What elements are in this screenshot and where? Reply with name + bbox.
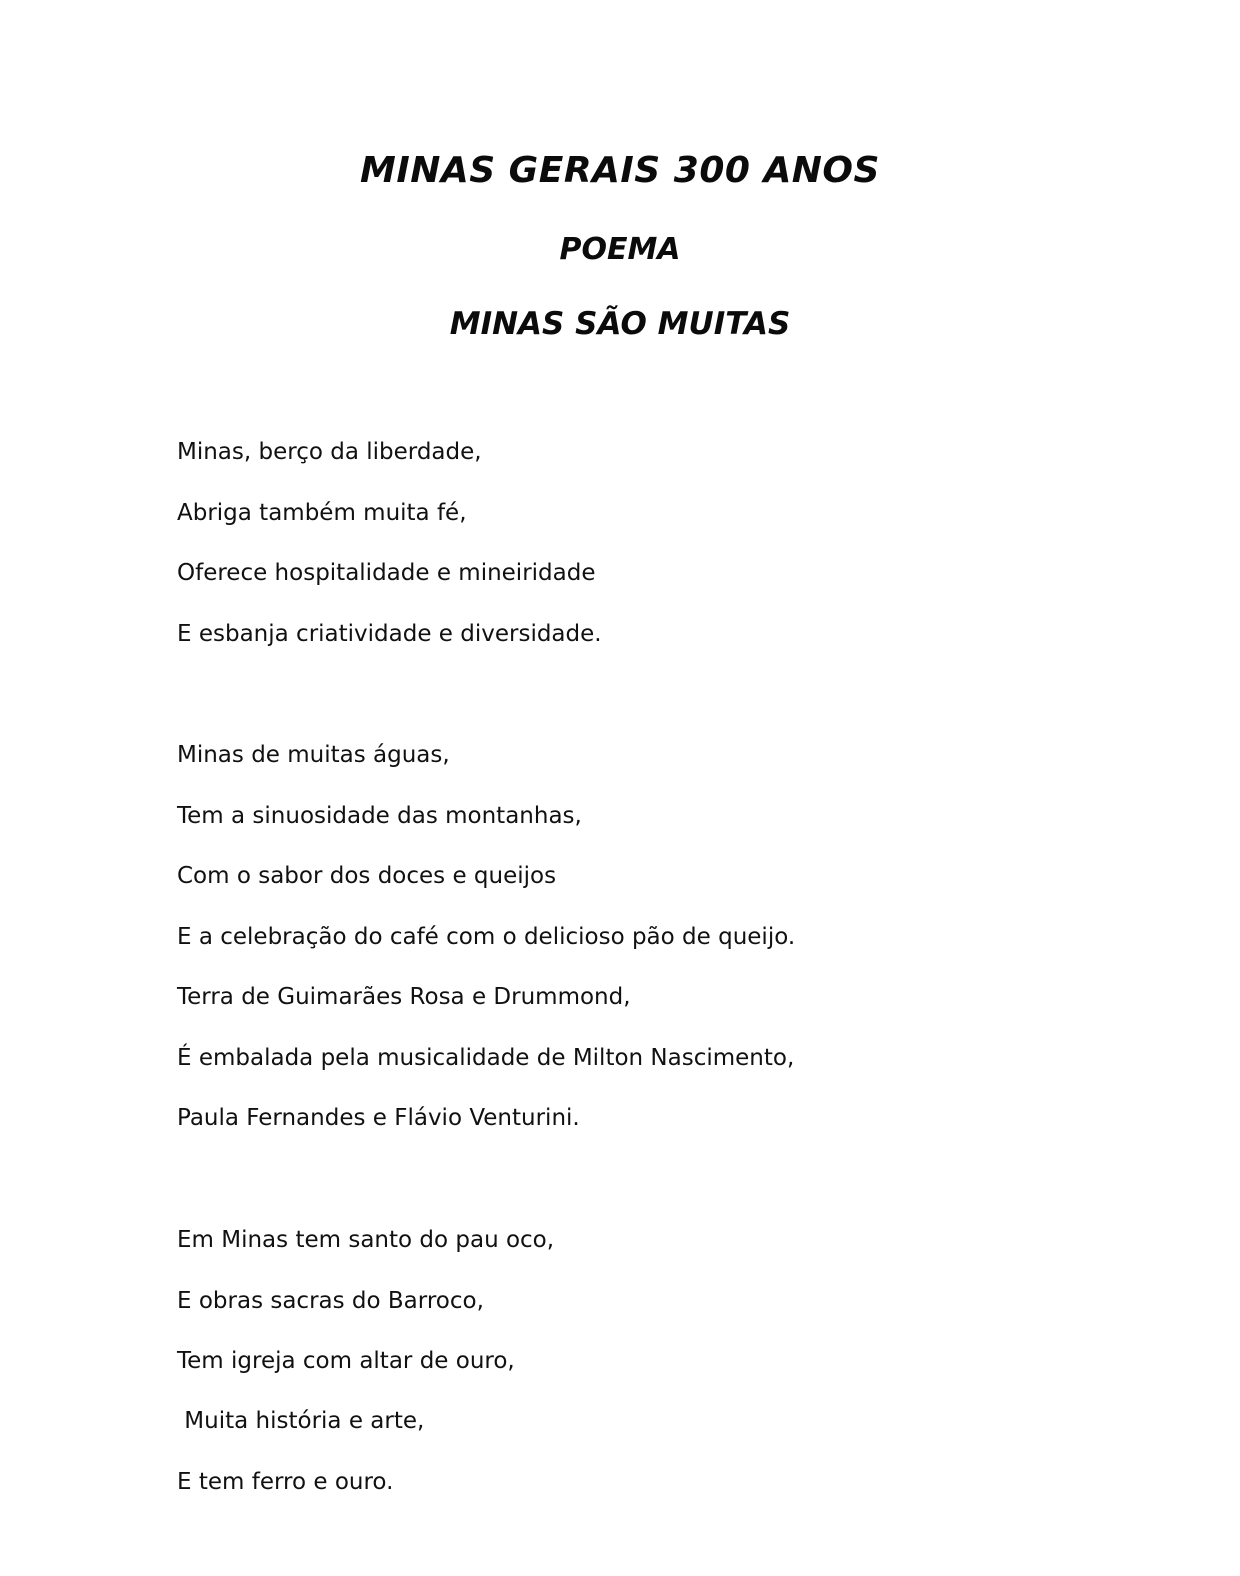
poem-line: Minas de muitas águas, [177, 742, 450, 768]
poem-line: Oferece hospitalidade e mineiridade [177, 560, 596, 586]
poem-line: Paula Fernandes e Flávio Venturini. [177, 1105, 580, 1131]
poem-line: Muita história e arte, [177, 1408, 425, 1434]
poem-line: Com o sabor dos doces e queijos [177, 863, 557, 889]
poem-line: E esbanja criatividade e diversidade. [177, 621, 602, 647]
poem-line: É embalada pela musicalidade de Milton Nascimento, [177, 1045, 795, 1071]
poem-line: Minas, berço da liberdade, [177, 439, 482, 465]
poem-line: Tem a sinuosidade das montanhas, [177, 803, 582, 829]
poem-line: Em Minas tem santo do pau oco, [177, 1227, 555, 1253]
document-title: MINAS GERAIS 300 ANOS [360, 150, 880, 191]
poem-line: E a celebração do café com o delicioso pão de queijo. [177, 924, 796, 950]
poem-line: Tem igreja com altar de ouro, [177, 1348, 515, 1374]
poem-line: Terra de Guimarães Rosa e Drummond, [177, 984, 631, 1010]
poem-line: Abriga também muita fé, [177, 500, 467, 526]
poem-line: E tem ferro e ouro. [177, 1469, 394, 1495]
document-subtitle-poema: POEMA [559, 232, 681, 267]
poem-title: MINAS SÃO MUITAS [449, 306, 791, 342]
poem-line: E obras sacras do Barroco, [177, 1288, 484, 1314]
